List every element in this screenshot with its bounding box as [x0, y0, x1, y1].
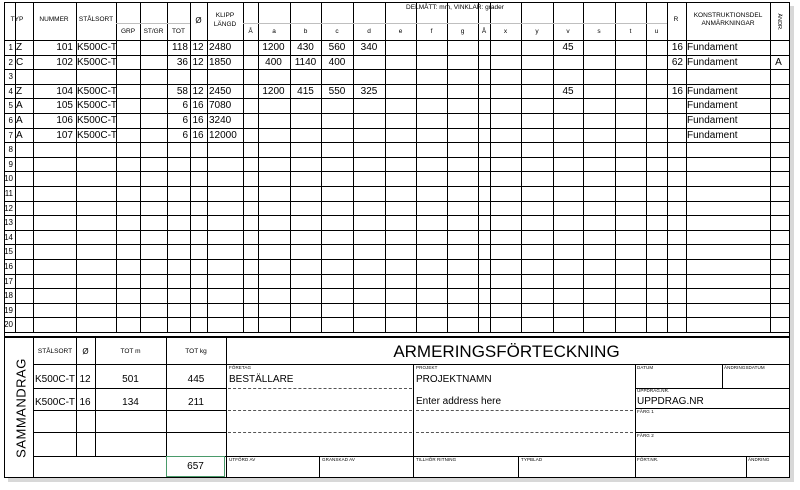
cell-typ[interactable]: C	[16, 57, 24, 68]
grid-line	[4, 332, 789, 333]
summary-header-totkg: TOT kg	[185, 348, 207, 355]
grid-line	[4, 274, 789, 275]
cell-diameter[interactable]: 16	[192, 130, 204, 141]
measure-header-8: Å	[481, 28, 487, 35]
summary-totm[interactable]: 134	[122, 397, 139, 408]
grid-line	[615, 2, 616, 332]
measure-header-12: s	[597, 28, 601, 35]
header-stalsort: STÅLSORT	[78, 16, 114, 23]
header-delmatt: DELMÅTT: mm, VINKLAR: grader	[406, 4, 504, 11]
grid-line	[447, 2, 448, 332]
grid-line	[4, 128, 789, 129]
grid-line	[33, 410, 226, 411]
label-uppdrag: UPPDRAG.NR.	[637, 388, 670, 393]
cell-klipplangd[interactable]: 7080	[209, 100, 232, 111]
label-projekt: PROJEKT	[416, 365, 438, 370]
grid-line	[478, 2, 479, 332]
summary-header-diameter: Ø	[82, 347, 89, 356]
grid-line	[4, 288, 789, 289]
grid-line	[4, 157, 789, 158]
row-number: 2	[8, 58, 13, 67]
cell-tot[interactable]: 58	[176, 86, 188, 97]
cell-konstruktionsdel[interactable]: Fundament	[687, 115, 738, 126]
cell-diameter[interactable]: 12	[192, 42, 204, 53]
grid-line	[746, 456, 747, 477]
label-granskad: GRANSKAD AV	[322, 457, 356, 462]
cell-a[interactable]: 1200	[262, 86, 285, 97]
label-foretag: FÖRETAG	[229, 365, 252, 370]
cell-r[interactable]: 16	[671, 42, 683, 53]
cell-nummer[interactable]: 101	[56, 42, 73, 53]
grid-line	[635, 364, 636, 477]
header-andr	[771, 4, 787, 40]
cell-typ[interactable]: A	[16, 130, 23, 141]
label-fortnr: FÖRT.NR.	[637, 457, 659, 462]
measure-header-9: x	[503, 28, 508, 35]
header-anmarkningar: ANMÄRKNINGAR	[701, 20, 755, 27]
label-typblad: TYPBLAD	[521, 457, 543, 462]
row-number: 4	[8, 87, 13, 96]
cell-b[interactable]: 1140	[294, 57, 317, 68]
measure-header-6: f	[430, 28, 433, 35]
cell-stalsort[interactable]: K500C-T	[77, 57, 118, 68]
uppdrag-value[interactable]: UPPDRAG.NR	[637, 396, 704, 407]
cell-c[interactable]: 400	[328, 57, 346, 68]
cell-andring[interactable]: A	[775, 57, 782, 68]
row-number: 10	[4, 174, 13, 183]
row-number: 15	[4, 247, 13, 256]
grid-line	[4, 337, 789, 338]
grid-line	[646, 2, 647, 332]
cell-v[interactable]: 45	[562, 86, 574, 97]
grid-line	[4, 317, 789, 318]
summary-header-stalsort: STÅLSORT	[37, 348, 73, 355]
header-grp: GRP	[120, 28, 136, 35]
row-number: 16	[4, 262, 13, 271]
cell-tot[interactable]: 36	[176, 57, 188, 68]
grid-line	[385, 2, 386, 332]
cell-konstruktionsdel[interactable]: Fundament	[687, 57, 738, 68]
dashed-line	[416, 432, 633, 433]
cell-typ[interactable]: Z	[16, 86, 23, 97]
summary-vertical-text: SAMMANDRAG	[13, 358, 29, 458]
row-number: 18	[4, 291, 13, 300]
dashed-line	[228, 388, 412, 389]
cell-klipplangd[interactable]: 2450	[209, 86, 232, 97]
grid-line	[4, 40, 789, 41]
grid-line	[4, 303, 789, 304]
cell-v[interactable]: 45	[562, 42, 574, 53]
grid-line	[4, 230, 789, 231]
projekt-value[interactable]: PROJEKTNAMN	[416, 374, 492, 385]
grid-line	[4, 98, 789, 99]
summary-stalsort[interactable]: K500C-T	[35, 397, 76, 408]
address-value[interactable]: Enter address here	[416, 396, 502, 407]
cell-nummer[interactable]: 104	[56, 86, 73, 97]
grid-line	[226, 456, 789, 457]
grid-line	[4, 215, 789, 216]
grid-line	[4, 69, 789, 70]
dashed-line	[416, 410, 633, 411]
row-number: 8	[8, 145, 13, 154]
grid-line	[33, 432, 226, 433]
grid-line	[635, 408, 789, 409]
cell-konstruktionsdel[interactable]: Fundament	[687, 42, 738, 53]
label-andring: ÄNDRING	[748, 457, 770, 462]
measure-header-2: b	[303, 28, 308, 35]
summary-header-totm: TOT m	[120, 348, 141, 355]
grid-line	[319, 456, 320, 477]
grid-line	[583, 2, 584, 332]
cell-stalsort[interactable]: K500C-T	[77, 130, 118, 141]
cell-diameter[interactable]: 16	[192, 115, 204, 126]
cell-konstruktionsdel[interactable]: Fundament	[687, 86, 738, 97]
cell-konstruktionsdel[interactable]: Fundament	[687, 100, 738, 111]
row-number: 17	[4, 277, 13, 286]
cell-klipplangd[interactable]: 2480	[209, 42, 232, 53]
cell-tot[interactable]: 6	[182, 115, 188, 126]
cell-d[interactable]: 340	[360, 42, 378, 53]
summary-totm[interactable]: 501	[122, 374, 139, 385]
measure-header-5: e	[398, 28, 403, 35]
cell-a[interactable]: 1200	[262, 42, 285, 53]
grid-line	[243, 2, 244, 332]
grid-line	[4, 55, 789, 56]
grid-line	[770, 2, 771, 332]
cell-stalsort[interactable]: K500C-T	[77, 86, 118, 97]
header-diameter: Ø	[195, 16, 202, 25]
header-klipp: KLIPP	[215, 12, 235, 19]
summary-vertical-label	[10, 342, 32, 474]
grid-line	[140, 2, 141, 332]
grid-line	[4, 186, 789, 187]
row-number: 20	[4, 320, 13, 329]
cell-nummer[interactable]: 105	[56, 100, 73, 111]
summary-totkg[interactable]: 211	[188, 397, 204, 408]
summary-total-value: 657	[187, 461, 204, 472]
grid-line	[416, 2, 417, 332]
summary-stalsort[interactable]: K500C-T	[35, 374, 76, 385]
grid-line	[4, 171, 789, 172]
cell-r[interactable]: 62	[671, 57, 683, 68]
cell-klipplangd[interactable]: 12000	[209, 130, 237, 141]
cell-konstruktionsdel[interactable]: Fundament	[687, 130, 738, 141]
cell-tot[interactable]: 6	[182, 100, 188, 111]
page-shadow	[790, 6, 794, 482]
cell-tot[interactable]: 6	[182, 130, 188, 141]
row-number: 5	[8, 101, 13, 110]
grid-line	[4, 142, 789, 143]
grid-line	[4, 201, 789, 202]
grid-line	[243, 23, 667, 24]
measure-header-13: t	[629, 28, 632, 35]
grid-line	[4, 259, 789, 260]
grid-line	[521, 2, 522, 332]
cell-b[interactable]: 415	[297, 86, 314, 97]
summary-totkg[interactable]: 445	[187, 374, 205, 385]
grid-line	[207, 2, 208, 332]
header-nummer: NUMMER	[39, 16, 69, 23]
cell-klipplangd[interactable]: 3240	[209, 115, 232, 126]
cell-stalsort[interactable]: K500C-T	[77, 42, 118, 53]
grid-line	[413, 364, 414, 456]
grid-line	[722, 364, 723, 388]
header-r: R	[673, 16, 679, 23]
cell-b[interactable]: 430	[297, 42, 314, 53]
grid-line	[413, 456, 414, 477]
cell-klipplangd[interactable]: 1850	[209, 57, 232, 68]
cell-c[interactable]: 550	[328, 86, 346, 97]
cell-stalsort[interactable]: K500C-T	[77, 115, 118, 126]
measure-header-4: d	[367, 28, 371, 35]
row-number: 11	[4, 189, 13, 198]
measure-header-14: u	[654, 28, 659, 35]
header-tot: TOT	[172, 28, 185, 35]
summary-diameter[interactable]: 16	[79, 397, 91, 408]
dashed-line	[228, 432, 412, 433]
grid-line	[226, 364, 789, 365]
measure-header-0: Å	[248, 28, 253, 35]
grid-line	[33, 364, 226, 365]
label-tillhor: TILLHÖR RITNING	[416, 457, 457, 462]
measure-header-11: v	[566, 28, 570, 35]
cell-r[interactable]: 16	[671, 86, 683, 97]
measure-header-1: a	[272, 28, 276, 35]
cell-typ[interactable]: A	[16, 100, 23, 111]
summary-diameter[interactable]: 12	[79, 374, 91, 385]
cell-diameter[interactable]: 12	[192, 86, 204, 97]
row-number: 7	[8, 131, 13, 140]
row-number: 6	[8, 116, 13, 125]
document-title: ARMERINGSFÖRTECKNING	[393, 342, 620, 361]
row-number: 13	[4, 218, 13, 227]
cell-nummer[interactable]: 106	[56, 115, 73, 126]
grid-line	[4, 244, 789, 245]
grid-line	[490, 2, 491, 332]
label-utford: UTFÖRD AV	[229, 457, 256, 462]
header-stgr: ST/GR	[143, 28, 164, 35]
cell-c[interactable]: 560	[328, 42, 346, 53]
page-shadow	[8, 478, 794, 482]
grid-line	[635, 432, 789, 433]
measure-header-10: y	[535, 28, 539, 35]
grid-line	[33, 388, 226, 389]
grid-line	[518, 456, 519, 477]
cell-diameter[interactable]: 12	[192, 57, 204, 68]
label-farg1: FÄRG 1	[637, 409, 654, 414]
cell-diameter[interactable]: 16	[192, 100, 204, 111]
cell-nummer[interactable]: 107	[56, 130, 73, 141]
foretag-value[interactable]: BESTÄLLARE	[229, 374, 294, 385]
cell-stalsort[interactable]: K500C-T	[77, 100, 118, 111]
header-langd: LÄNGD	[213, 21, 237, 28]
row-number: 1	[8, 43, 13, 52]
cell-typ[interactable]: Z	[16, 42, 23, 53]
cell-tot[interactable]: 118	[172, 42, 188, 53]
row-number: 3	[8, 72, 13, 81]
grid-line	[116, 23, 190, 24]
measure-header-7: g	[460, 28, 465, 35]
dashed-line	[228, 410, 412, 411]
label-andringsdatum: ÄNDRINGSDATUM	[724, 365, 765, 370]
row-number: 9	[8, 160, 13, 169]
row-number: 14	[4, 233, 13, 242]
measure-header-3: c	[335, 28, 339, 35]
grid-line	[4, 113, 789, 114]
header-andr-label: ÄNDR.	[776, 13, 782, 31]
cell-nummer[interactable]: 102	[56, 57, 73, 68]
grid-line	[4, 84, 789, 85]
cell-typ[interactable]: A	[16, 115, 23, 126]
row-number: 12	[4, 204, 13, 213]
header-typ: TYP	[10, 16, 24, 23]
label-datum: DATUM	[637, 365, 654, 370]
cell-d[interactable]: 325	[360, 86, 378, 97]
row-number: 19	[4, 306, 13, 315]
label-farg2: FÄRG 2	[637, 433, 654, 438]
cell-a[interactable]: 400	[265, 57, 282, 68]
header-konstruktionsdel: KONSTRUKTIONSDEL	[693, 12, 763, 19]
